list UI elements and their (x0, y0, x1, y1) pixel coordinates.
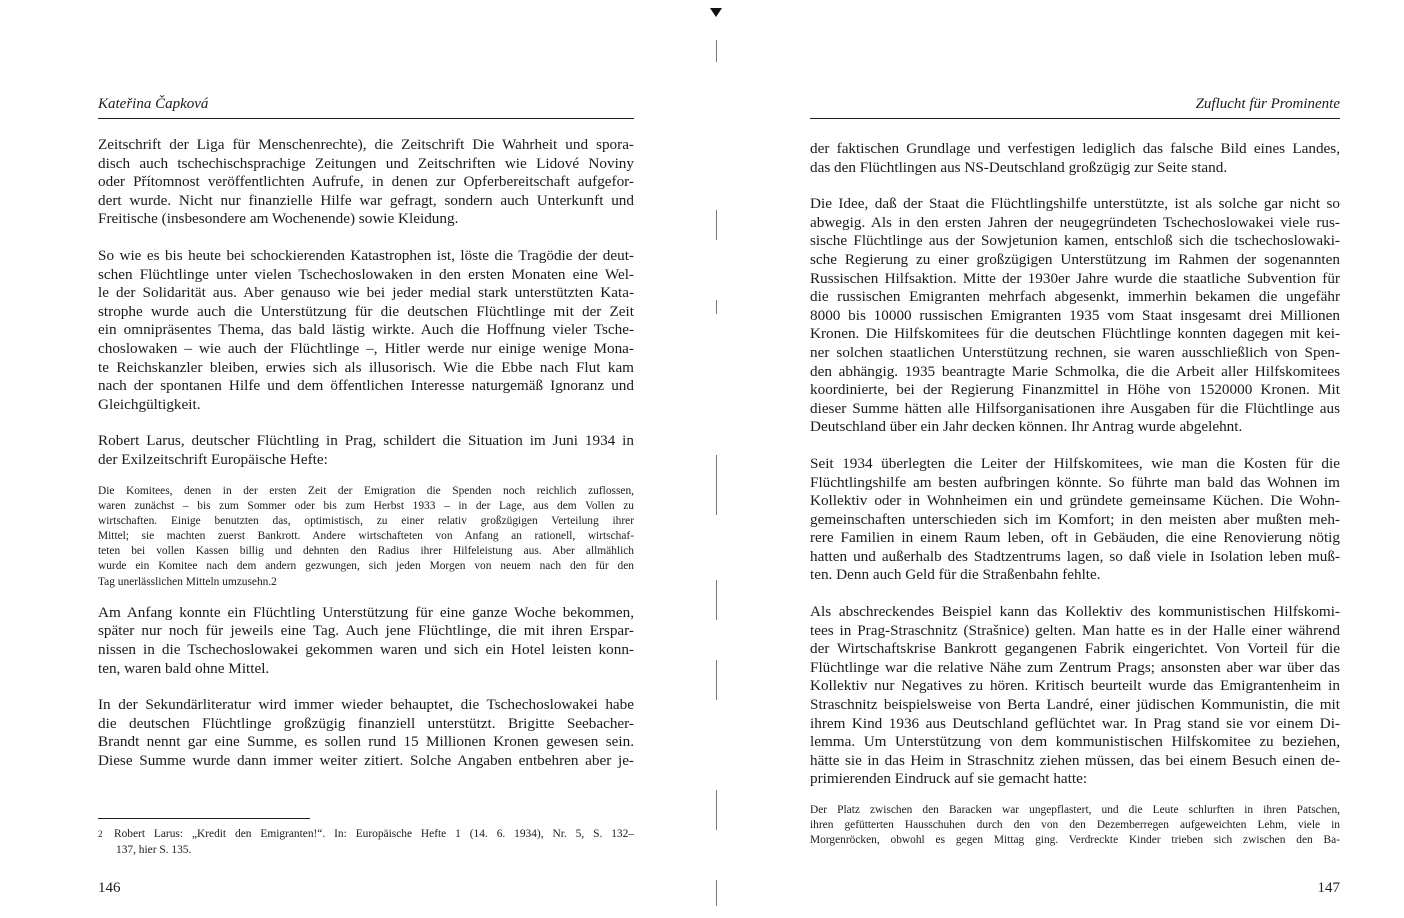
text-line: choslowaken – wie auch der Flüchtlinge –, Hitler werde nur einige wenige Mona- (98, 339, 634, 357)
scan-mark-icon (710, 8, 722, 17)
text-line: ihrem Kind 1936 aus Deutschland geflüchtet war. In Prag stand sie vor einem Di- (810, 714, 1340, 732)
text-line: Deutschland über ein Jahr decken können. Ihr Antrag wurde abgelehnt. (810, 418, 1243, 436)
text-line: dieser Summe hätten alle Hilfsorganisationen ihre Ausgaben für die Flüchtlinge aus (810, 399, 1340, 417)
running-head-author: Kateřina Čapková (98, 96, 634, 119)
text-line: Diese Summe wurde dann immer weiter zitiert. Solche Angaben entbehren aber je- (98, 751, 634, 769)
text-line: später nur noch für jeweils eine Tag. Auch jene Flüchtlinge, die mit ihren Erspar- (98, 622, 634, 640)
text-line: der Wirtschaftskrise Bankrott gegangenen Fabrik eingerichtet. Von Vorteil für die (810, 640, 1340, 658)
paragraph (98, 696, 634, 770)
quote-line: Die Komitees, denen in der ersten Zeit der Emigration die Spenden noch reichlich zuflossen, (98, 484, 634, 497)
footnote-line (98, 826, 634, 842)
quote-line: Der Platz zwischen den Baracken war ungepflastert, und die Leute schlurften in ihren Patschen, (810, 804, 1340, 816)
text-line: Kollektiv nur Negatives zu hören. Kritisch beurteilt wurde das Emigrantenheim in (810, 677, 1340, 695)
text-line: schen Flüchtlinge unter vielen Tschechoslowaken in den ersten Monaten eine Wel- (98, 265, 634, 283)
footnote-rule (98, 818, 310, 819)
text-line: Russischen Hilfsaktion. Mitte der 1930er Jahre wurde die staatliche Subvention für (810, 269, 1340, 287)
text-line: sche Regierung zu einer großzügigen Unterstützung im Rahmen der sogenannten (810, 250, 1340, 268)
text-line: primierenden Eindruck auf sie gemacht hatte: (810, 770, 1088, 788)
text-line: hatten und außerhalb des Stadtzentrums lagen, so daß viele in Isolation leben muß- (810, 547, 1340, 565)
footnote (98, 826, 634, 858)
text-line: das den Flüchtlingen aus NS-Deutschland großzügig zur Seite stand. (810, 158, 1228, 176)
text-line: Brandt nennt gar eine Summe, es sollen rund 15 Millionen Kronen gewesen sein. (98, 733, 634, 751)
text-line: gemeinschaften unterschieden sich im Komfort; in den meisten aber mußten meh- (810, 510, 1340, 528)
text-line: sische Flüchtlinge aus der Sowjetunion kamen, entschloß sich die tschechoslowaki- (810, 232, 1340, 250)
text-line: ten. Denn auch Geld für die Straßenbahn fehlte. (810, 566, 1101, 584)
text-line: ten, waren bald ohne Mittel. (98, 659, 270, 677)
text-line: Freitische (insbesondere am Wochenende) sowie Kleidung. (98, 210, 459, 228)
text-line: Als abschreckendes Beispiel kann das Kollektiv des kommunistischen Hilfskomi- (810, 603, 1340, 621)
paragraph (810, 603, 1340, 789)
text-line: strophe wurde auch die Unterstützung für die deutschen Flüchtlinge mit der Zeit (98, 302, 634, 320)
text-line: In der Sekundärliteratur wird immer wieder behauptet, die Tschechoslowakei habe (98, 696, 634, 714)
quote-line: waren zunächst – bis zum Sommer oder bis zum Herbst 1933 – in der Lage, aus dem Vollen zu (98, 499, 634, 512)
text-line: Robert Larus, deutscher Flüchtling in Prag, schildert die Situation im Juni 1934 in (98, 432, 634, 450)
text-line: abwegig. Als in den ersten Jahren der neugegründeten Tschechoslowakei viele rus- (810, 213, 1340, 231)
text-line: Flüchtlinge war die relative Nähe zum Zentrum Prags; ansonsten aber war über das (810, 658, 1340, 676)
text-line: die deutschen Flüchtlinge großzügig finanziell unterstützt. Brigitte Seebacher- (98, 714, 634, 732)
text-line: tees in Prag-Straschnitz (Strašnice) gelten. Man hatte es in der Halle einer während (810, 621, 1340, 639)
paragraph (810, 455, 1340, 585)
text-line: So wie es bis heute bei schockierenden Katastrophen ist, löste die Tragödie der deut- (98, 246, 634, 264)
text-line: Kollektiv oder in Wohnheimen ein und gründete gemeinsame Küchen. Die Wohn- (810, 492, 1340, 510)
text-line: nach der spontanen Hilfe und dem öffentlichen Interesse naturgemäß Ignoranz und (98, 377, 634, 395)
paragraph (98, 432, 634, 469)
quote-line: Morgenröcken, obwohl es gegen Mittag ging. Verdreckte Kinder trieben sich zwischen den Ba- (810, 834, 1340, 847)
quote-line: wurde ein Komitee nach dem andern gezwungen, sich jeden Morgen von neuem nach den für den (98, 560, 634, 573)
page-number: 147 (1317, 880, 1340, 896)
page-number: 146 (98, 880, 121, 896)
text-line: Straschnitz beispielsweise von Berta Landré, einer jüdischen Kommunistin, die mit (810, 696, 1340, 714)
text-line: nissen in die Tschechoslowakei gekommen waren und sich ein Hotel leisten konn- (98, 641, 634, 658)
right-page (810, 0, 1340, 918)
text-line: Die Idee, daß der Staat die Flüchtlingshilfe unterstützte, ist als solche gar nicht so (810, 195, 1340, 213)
text-line: te Reichskanzler bleiben, erwies sich als illusorisch. Wie die Ebbe nach Flut kam (98, 358, 634, 376)
quote-line: ihren gefütterten Hausschuhen durch den von den Dezemberregen aufgeweichten Lehm, viele in (810, 819, 1340, 832)
paragraph (810, 140, 1340, 177)
text-line: der Exilzeitschrift Europäische Hefte: (98, 450, 328, 468)
text-line: Am Anfang konnte ein Flüchtling Unterstützung für eine ganze Woche bekommen, (98, 603, 634, 621)
text-line: ner solchen staatlichen Unterstützung rechnen, sie waren ausschließlich von Spen- (810, 343, 1340, 361)
text-line: lemma. Um Unterstützung von dem kommunistischen Hilfskomitee zu beziehen, (810, 733, 1340, 751)
footnote-line: 137, hier S. 135. (116, 844, 192, 856)
text-line: oder Přítomnost veröffentlichten Aufrufe, in denen zur Opferbereitschaft aufgefor- (98, 173, 634, 191)
quote-line: Mittel; sie machten zuerst Bankrott. Andere wirtschafteten von Anfang an rationell, wirtschaf- (98, 530, 634, 543)
block-quote (98, 484, 634, 590)
right-body-text (810, 140, 1340, 849)
text-line: den abhängig. 1935 beantragte Marie Schmolka, die die Arbeit aller Hilfskomitees (810, 362, 1340, 380)
text-line: der faktischen Grundlage und verfestigen lediglich das falsche Bild eines Landes, (810, 140, 1340, 157)
text-line: Kronen. Die Hilfskomitees für die deutschen Flüchtlinge konnten dagegen mit kei- (810, 325, 1340, 343)
text-line: hätte sie in das Heim in Straschnitz ziehen müssen, das bei einem Besuch einen de- (810, 751, 1340, 769)
text-line: le der Solidarität aus. Aber genauso wie bei jeder medial stark unterstützten Kata- (98, 284, 634, 302)
text-line: Flüchtlingshilfe am besten aufbringen könnte. So führte man bald das Wohnen im (810, 473, 1340, 491)
text-line: die russischen Emigranten mehrfach abgesenkt, immerhin bekamen die ungefähr (810, 288, 1340, 306)
text-line: dert wurde. Nicht nur finanzielle Hilfe war gefragt, sondern auch Unterkunft und (98, 191, 634, 209)
quote-line: wirtschaften. Einige benutzten das, optimistisch, zu einer relativ großzügigen Verteilung ihrer (98, 514, 634, 527)
book-gutter (700, 0, 736, 918)
footnote-number: 2 (98, 829, 103, 839)
running-head-title: Zuflucht für Prominente (810, 96, 1340, 119)
paragraph (98, 136, 634, 229)
text-line: rere Familien in einem Raum leben, oft in Gebäuden, die eine Renovierung nötig (810, 529, 1340, 547)
left-body-text (98, 136, 634, 771)
paragraph (98, 247, 634, 414)
quote-line: Tag unerlässlichen Mitteln umzusehn.2 (98, 575, 277, 588)
left-page (98, 0, 634, 918)
text-line: disch auch tschechischsprachige Zeitungen und Zeitschriften wie Lidové Noviny (98, 154, 634, 172)
text-line: koordinierte, bei der Regierung Finanzmittel in Höhe von 1520000 Kronen. Mit (810, 381, 1340, 399)
text-line: Gleichgültigkeit. (98, 395, 201, 413)
text-line: Zeitschrift der Liga für Menschenrechte), die Zeitschrift Die Wahrheit und spora- (98, 136, 634, 153)
quote-line: teten bei vollen Kassen billig und dehnten den Radius ihrer Hilfeleistung aus. Aber allmählich (98, 545, 634, 558)
text-line: Seit 1934 überlegten die Leiter der Hilfskomitees, wie man die Kosten für die (810, 454, 1340, 472)
text-line: 8000 bis 10000 russischen Emigranten 1935 vom Staat insgesamt drei Millionen (810, 306, 1340, 324)
paragraph (98, 604, 634, 678)
text-line: ein omnipräsentes Thema, das bald lästig wirkte. Auch die Hoffnung vieler Tsche- (98, 321, 634, 339)
footnote-text: Robert Larus: „Kredit den Emigranten!“. In: Europäische Hefte 1 (14. 6. 1934), Nr. 5, S. 132– (114, 828, 634, 840)
paragraph (810, 195, 1340, 437)
block-quote (810, 803, 1340, 849)
